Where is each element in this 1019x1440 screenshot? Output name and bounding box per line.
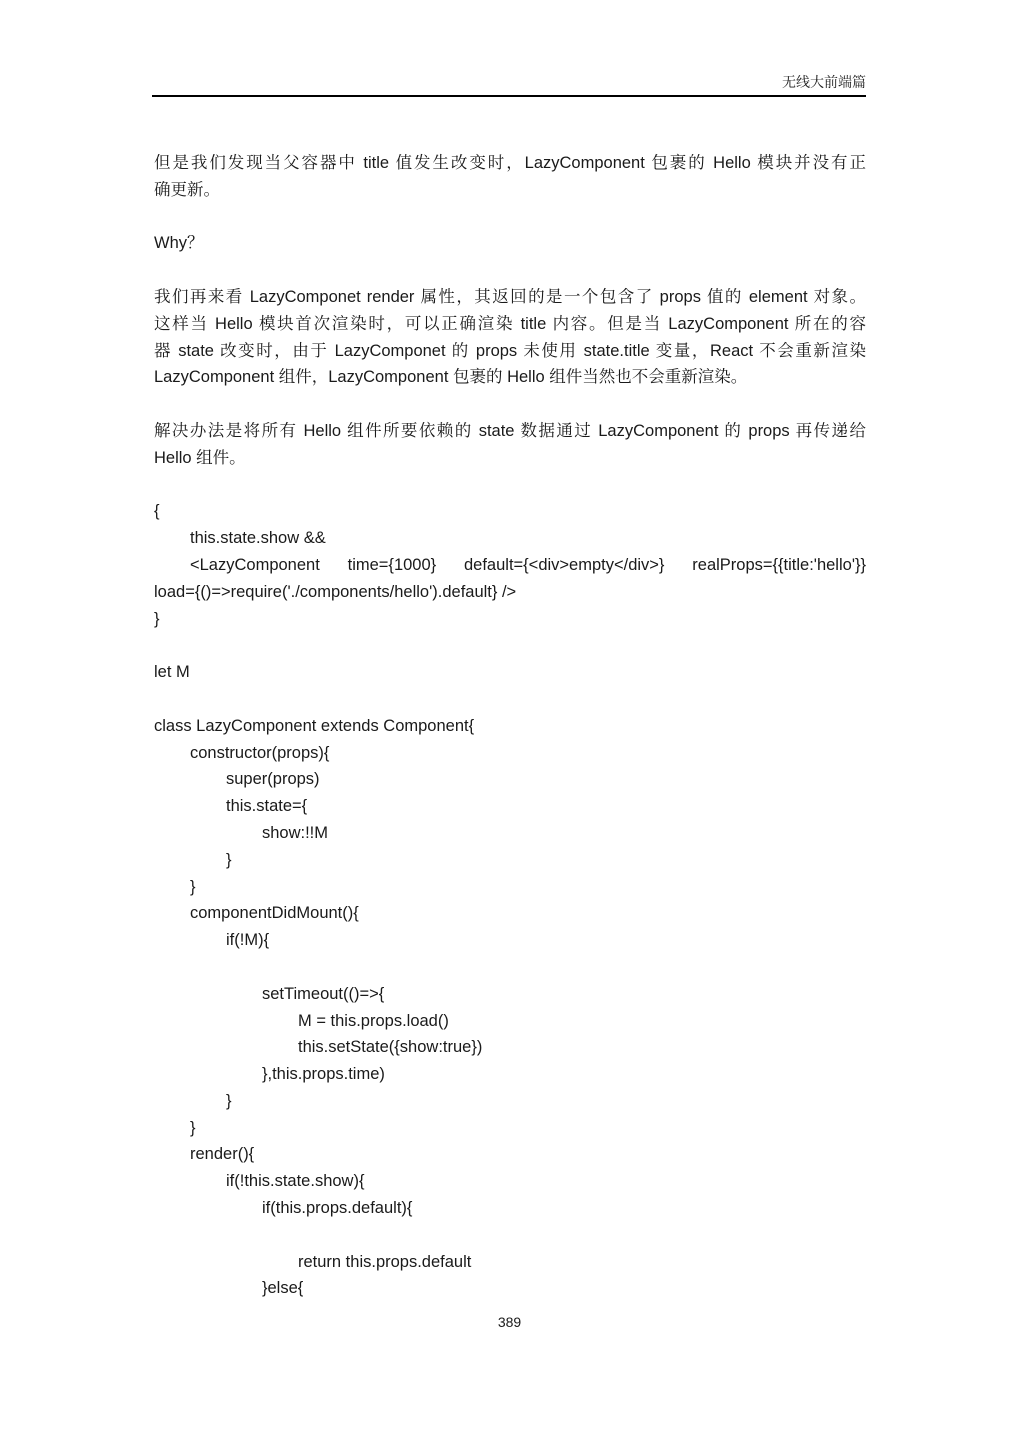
text-line: setTimeout(()=>{ <box>262 984 385 1003</box>
text-line: this.state={ <box>226 797 308 816</box>
text-line: },this.props.time) <box>262 1065 385 1084</box>
text-line: M = this.props.load() <box>298 1011 449 1030</box>
blank-line <box>154 204 866 231</box>
text-line: class LazyComponent extends Component{ <box>154 716 475 735</box>
text-line: 器 state 改变时，由于 LazyComponet 的 props 未使用 state.title 变量，React 不会重新渲染 <box>154 341 866 360</box>
page-number: 389 <box>497 1314 522 1330</box>
text-line: 我们再来看 LazyComponet render 属性，其返回的是一个包含了 props 值的 element 对象。 <box>154 287 866 306</box>
text-line: LazyComponent 组件，LazyComponent 包裹的 Hello 组件当然也不会重新渲染。 <box>154 368 748 387</box>
text-line: } <box>154 609 160 628</box>
text-line: componentDidMount(){ <box>190 904 359 923</box>
text-line: { <box>154 502 160 521</box>
text-line: } <box>190 877 196 896</box>
text-line: <LazyComponent time={1000} default={<div>empty</div>} realProps={{title:'hello'}} <box>190 555 866 574</box>
blank-line <box>154 1222 866 1249</box>
blank-line <box>154 686 866 713</box>
blank-line <box>154 391 866 418</box>
header-rule <box>152 95 866 97</box>
text-line: 但是我们发现当父容器中 title 值发生改变时，LazyComponent 包裹的 Hello 模块并没有正 <box>154 154 866 172</box>
text-line: 确更新。 <box>154 180 220 199</box>
running-header: 无线大前端篇 <box>782 74 866 90</box>
text-line: Why？ <box>154 234 204 253</box>
text-line: if(!this.state.show){ <box>226 1172 365 1191</box>
text-line: show:!!M <box>262 823 329 842</box>
text-line: 这样当 Hello 模块首次渲染时，可以正确渲染 title 内容。但是当 LazyComponent 所在的容 <box>154 314 866 333</box>
text-line: }else{ <box>262 1279 304 1298</box>
text-line: render(){ <box>190 1145 255 1164</box>
text-line: constructor(props){ <box>190 743 330 762</box>
blank-line <box>154 954 866 981</box>
text-line: this.state.show && <box>190 529 326 548</box>
text-line: this.setState({show:true}) <box>298 1038 483 1057</box>
text-line: return this.props.default <box>298 1252 472 1271</box>
blank-line <box>154 257 866 284</box>
text-line: super(props) <box>226 770 320 789</box>
blank-line <box>154 472 866 499</box>
page-body <box>154 150 866 1302</box>
text-line: } <box>226 850 232 869</box>
text-line: 解决办法是将所有 Hello 组件所要依赖的 state 数据通过 LazyComponent 的 props 再传递给 <box>154 421 866 440</box>
text-line: Hello 组件。 <box>154 448 246 467</box>
text-line: if(this.props.default){ <box>262 1199 413 1218</box>
text-line: load={()=>require('./components/hello').default} /> <box>154 582 517 601</box>
text-line: let M <box>154 663 190 682</box>
text-line: } <box>226 1091 232 1110</box>
text-line: if(!M){ <box>226 931 270 950</box>
text-line: } <box>190 1118 196 1137</box>
blank-line <box>154 632 866 659</box>
